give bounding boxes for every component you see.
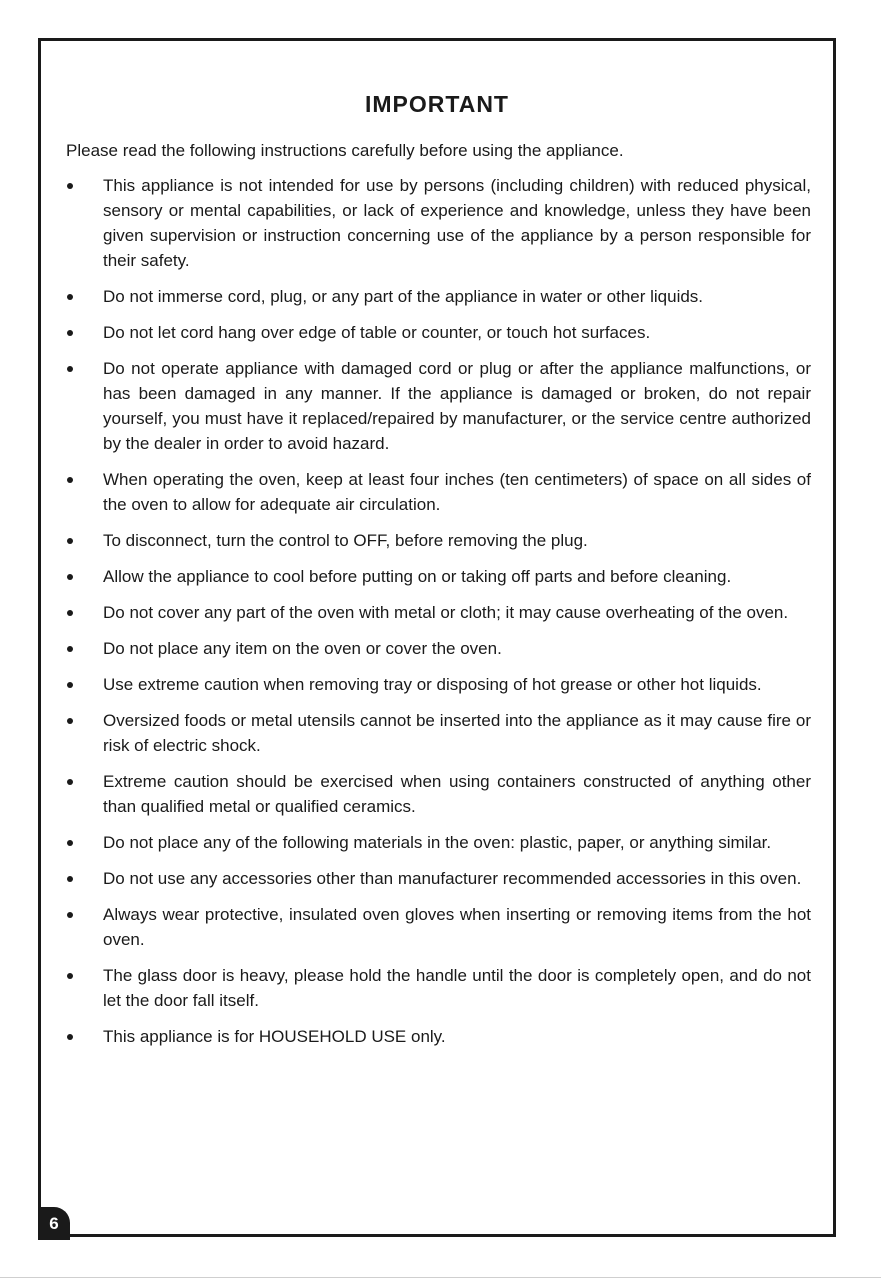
- list-item-text: Do not operate appliance with damaged cord or plug or after the appliance malfunctions, or has been damaged in any manner. If the appliance is damaged or broken, do not repair yourself, you must have it replaced/repaired by manufacturer, or the service centre authorized by the dealer in order to avoid hazard.: [103, 359, 811, 453]
- page-title: IMPORTANT: [364, 91, 509, 117]
- list-item: [66, 708, 811, 758]
- list-item-text: The glass door is heavy, please hold the handle until the door is completely open, and do not let the door fall itself.: [103, 966, 811, 1010]
- list-item: [66, 672, 811, 697]
- list-item: [66, 564, 811, 589]
- list-item: [66, 467, 811, 517]
- list-item-text: This appliance is not intended for use by persons (including children) with reduced physical, sensory or mental capabilities, or lack of experience and knowledge, unless they have been given supervision or instruction concerning use of the appliance by a person responsible for their safety.: [103, 176, 811, 270]
- instruction-list: [66, 173, 811, 1060]
- list-item-text: To disconnect, turn the control to OFF, before removing the plug.: [103, 531, 588, 550]
- list-item-text: Extreme caution should be exercised when using containers constructed of anything other than qualified metal or qualified ceramics.: [103, 772, 811, 816]
- list-item: [66, 284, 811, 309]
- list-item-text: Use extreme caution when removing tray or disposing of hot grease or other hot liquids.: [103, 675, 762, 694]
- list-item-text: Do not let cord hang over edge of table or counter, or touch hot surfaces.: [103, 323, 651, 342]
- list-item: [66, 356, 811, 456]
- list-item: [66, 600, 811, 625]
- list-item-text: Do not immerse cord, plug, or any part of the appliance in water or other liquids.: [103, 287, 704, 306]
- list-item-text: Do not place any item on the oven or cover the oven.: [103, 639, 502, 658]
- list-item-text: Always wear protective, insulated oven gloves when inserting or removing items from the hot oven.: [103, 905, 811, 949]
- list-item: [66, 528, 811, 553]
- list-item: [66, 902, 811, 952]
- list-item-text: This appliance is for HOUSEHOLD USE only.: [103, 1027, 446, 1046]
- list-item: [66, 830, 811, 855]
- list-item: [66, 173, 811, 273]
- list-item: [66, 636, 811, 661]
- list-item: [66, 1024, 811, 1049]
- intro-text: Please read the following instructions carefully before using the appliance.: [66, 141, 624, 160]
- list-item: [66, 769, 811, 819]
- list-item: [66, 320, 811, 345]
- page-frame: [38, 38, 836, 1237]
- list-item-text: Do not place any of the following materials in the oven: plastic, paper, or anything similar.: [103, 833, 772, 852]
- list-item-text: Oversized foods or metal utensils cannot be inserted into the appliance as it may cause fire or risk of electric shock.: [103, 711, 811, 755]
- page-number-badge: 6: [38, 1207, 70, 1240]
- bottom-divider: [0, 1277, 881, 1278]
- list-item-text: Do not use any accessories other than manufacturer recommended accessories in this oven.: [103, 869, 802, 888]
- list-item: [66, 963, 811, 1013]
- list-item-text: When operating the oven, keep at least four inches (ten centimeters) of space on all sides of the oven to allow for adequate air circulation.: [103, 470, 811, 514]
- list-item: [66, 866, 811, 891]
- list-item-text: Do not cover any part of the oven with metal or cloth; it may cause overheating of the oven.: [103, 603, 789, 622]
- list-item-text: Allow the appliance to cool before putting on or taking off parts and before cleaning.: [103, 567, 732, 586]
